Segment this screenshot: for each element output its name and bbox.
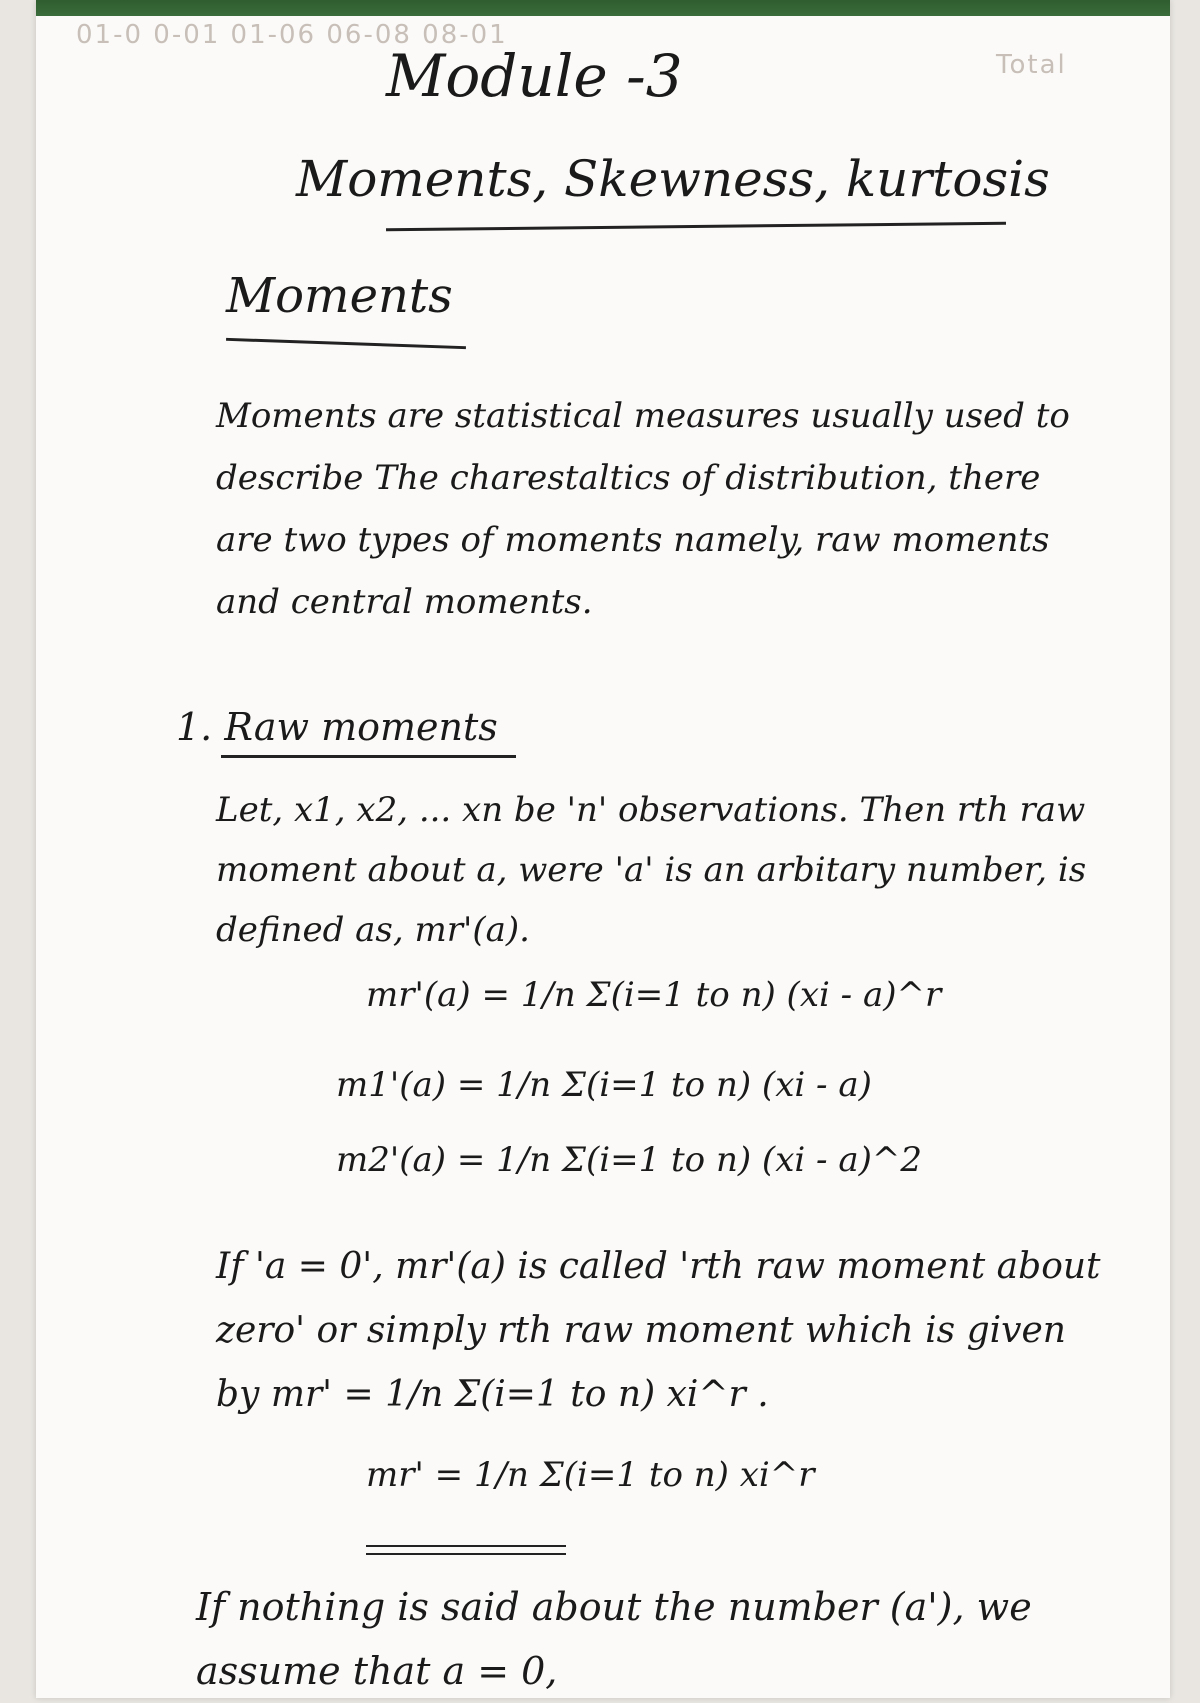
formula-double-underline-top (366, 1545, 566, 1547)
page-top-edge (36, 0, 1170, 16)
raw-moments-heading: 1. Raw moments (176, 705, 498, 749)
section-heading: Moments (226, 268, 453, 324)
intro-paragraph: Moments are statistical measures usually used to describe The charestaltics of distribution, there are two types of moments namely, raw moments and central moments. (216, 396, 1070, 622)
page-subtitle: Moments, Skewness, kurtosis (296, 150, 1050, 208)
formula-first-moment: m1'(a) = 1/n Σ(i=1 to n) (xi - a) (336, 1065, 872, 1105)
notebook-page (36, 0, 1170, 1698)
raw-moment-definition: Let, x1, x2, ... xn be 'n' observations. Then rth raw moment about a, were 'a' is an arbitary number, is defined as, mr'(a). (216, 790, 1087, 950)
formula-double-underline-bottom (366, 1553, 566, 1555)
section-heading-underline (226, 338, 466, 349)
formula-second-moment: m2'(a) = 1/n Σ(i=1 to n) (xi - a)^2 (336, 1140, 923, 1180)
ghost-marks-right: Total (996, 50, 1067, 80)
raw-moments-underline (221, 755, 516, 758)
closing-note: If nothing is said about the number (a'), we assume that a = 0, (196, 1585, 1032, 1693)
zero-origin-paragraph: If 'a = 0', mr'(a) is called 'rth raw moment about zero' or simply rth raw moment which is given by mr' = 1/n Σ(i=1 to n) xi^r . (216, 1246, 1101, 1415)
page-title: Module -3 (386, 42, 683, 110)
ghost-marks-top: 01-0 0-01 01-06 06-08 08-01 (76, 20, 508, 50)
subtitle-underline (386, 222, 1006, 231)
formula-general: mr'(a) = 1/n Σ(i=1 to n) (xi - a)^r (366, 975, 942, 1015)
formula-about-zero: mr' = 1/n Σ(i=1 to n) xi^r (366, 1455, 815, 1495)
